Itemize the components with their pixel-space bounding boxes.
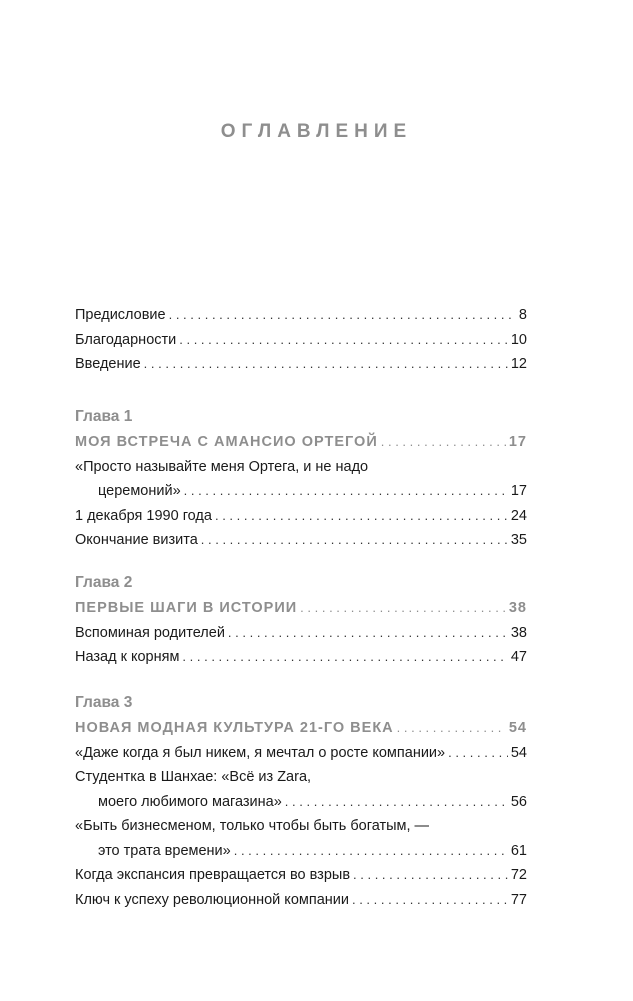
leader-dots [381,430,506,455]
toc-entry[interactable] [75,741,527,766]
toc-entry-label: Ключ к успеху революционной компании [75,891,349,908]
toc-entry-page: 54 [510,744,527,761]
toc-entry-label: 1 декабря 1990 года [75,507,212,524]
leader-dots [234,839,508,864]
chapter-3-section [75,690,527,912]
toc-entry-multiline[interactable] [75,765,527,814]
toc-entry[interactable] [75,888,527,913]
toc-entry-page: 61 [510,842,527,859]
leader-dots [285,790,508,815]
chapter-label: Глава 1 [75,408,133,425]
toc-entry-page: 56 [510,793,527,810]
toc-entry-page: 38 [510,624,527,641]
leader-dots [228,621,508,646]
toc-entry-label-line1: «Быть бизнесменом, только чтобы быть богатым, — [75,818,430,834]
leader-dots [215,504,508,529]
toc-entry-page: 10 [510,331,527,348]
leader-dots [169,303,516,328]
leader-dots [184,479,508,504]
toc-entry-multiline[interactable] [75,814,527,863]
chapter-title-entry[interactable] [75,716,527,741]
toc-entry-page: 17 [510,483,527,499]
toc-entry-page: 54 [508,720,527,736]
leader-dots [300,596,506,621]
leader-dots [397,716,506,741]
toc-entry[interactable] [75,621,527,646]
chapter-title-entry[interactable] [75,430,527,455]
toc-entry-label: Назад к корням [75,649,180,665]
leader-dots [353,863,508,888]
toc-entry-label: Вспоминая родителей [75,624,225,641]
page-title: ОГЛАВЛЕНИЕ [220,121,413,142]
toc-entry-acknowledgements[interactable] [75,328,527,353]
toc-entry-page: 17 [508,434,527,450]
toc-entry[interactable] [75,645,527,670]
toc-entry-label: моего любимого магазина» [98,793,282,810]
toc-entry[interactable] [75,528,527,553]
chapter-2-section [75,570,527,670]
toc-entry-page: 38 [508,600,527,616]
chapter-title: НОВАЯ МОДНАЯ КУЛЬТУРА 21-ГО ВЕКА [75,720,394,736]
chapter-title: МОЯ ВСТРЕЧА С АМАНСИО ОРТЕГОЙ [75,434,378,450]
toc-entry-label: Введение [75,356,141,372]
toc-entry-page: 35 [510,532,527,548]
toc-entry-label-line1: «Просто называйте меня Ортега, и не надо [75,458,369,475]
toc-entry-introduction[interactable] [75,352,527,377]
leader-dots [448,741,508,766]
toc-entry-label: Благодарности [75,331,177,348]
toc-entry-label: «Даже когда я был никем, я мечтал о росте компании» [75,744,446,761]
toc-entry-label: это трата времени» [98,842,231,859]
chapter-title-entry[interactable] [75,596,527,621]
toc-entry-page: 47 [510,649,527,665]
leader-dots [182,645,507,670]
toc-entry-label: Когда экспансия превращается во взрыв [75,867,351,883]
toc-entry-label-line1: Студентка в Шанхае: «Всё из Zara, [75,769,312,785]
chapter-title: ПЕРВЫЕ ШАГИ В ИСТОРИИ [75,600,298,616]
toc-entry-page: 77 [510,891,527,908]
front-matter-list [75,303,527,377]
toc-entry[interactable] [75,863,527,888]
toc-entry-label: Окончание визита [75,532,198,548]
chapter-label: Глава 2 [75,574,133,591]
toc-entry-preface[interactable] [75,303,527,328]
toc-entry-label: Предисловие [75,307,166,323]
toc-entry-page: 72 [510,867,527,883]
chapter-label: Глава 3 [75,694,133,711]
toc-entry-multiline[interactable] [75,455,527,504]
leader-dots [201,528,508,553]
chapter-1-section [75,404,527,553]
leader-dots [352,888,508,913]
toc-entry-page: 8 [518,307,527,323]
toc-entry-page: 24 [510,507,527,524]
leader-dots [179,328,508,353]
toc-entry[interactable] [75,504,527,529]
toc-entry-page: 12 [510,356,527,372]
toc-entry-label: церемоний» [98,483,181,499]
leader-dots [144,352,508,377]
